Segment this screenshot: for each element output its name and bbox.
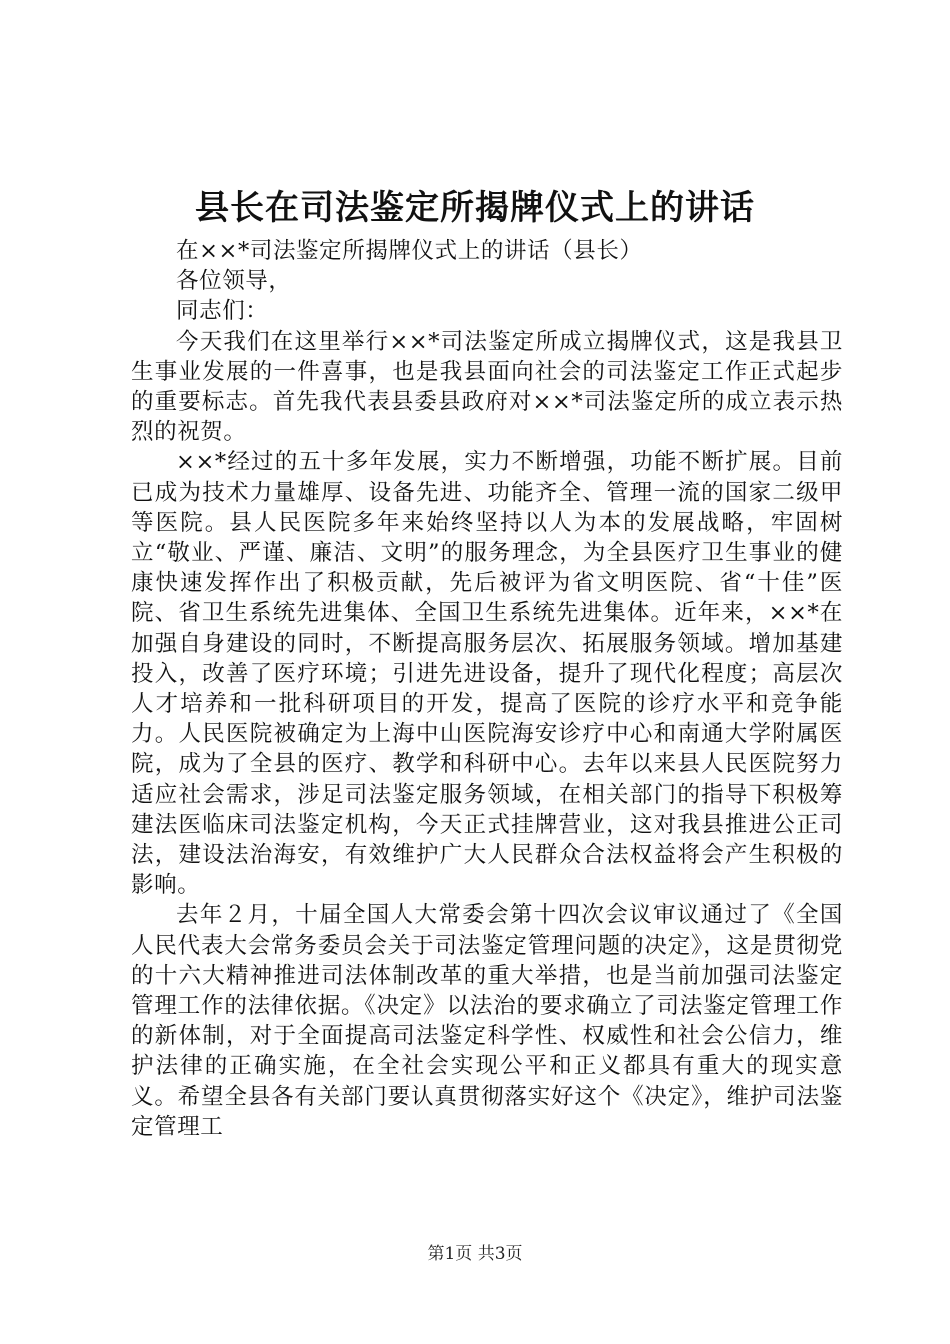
paragraph-opening: 今天我们在这里举行××*司法鉴定所成立揭牌仪式，这是我县卫生事业发展的一件喜事，也是我县面向社会的司法鉴定工作正式起步的重要标志。首先我代表县委县政府对××*司法鉴定所的成立表示热烈的祝贺。 — [131, 328, 843, 446]
document-title: 县长在司法鉴定所揭牌仪式上的讲话 — [195, 188, 755, 228]
paragraph-hospital-history: ××*经过的五十多年发展，实力不断增强，功能不断扩展。目前已成为技术力量雄厚、设备先进、功能齐全、管理一流的国家二级甲等医院。县人民医院多年来始终坚持以人为本的发展战略，牢固树立“敬业、严谨、廉洁、文明”的服务理念，为全县医疗卫生事业的健康快速发挥作出了积极贡献，先后被评为省文明医院、省“十佳”医院、省卫生系统先进集体、全国卫生系统先进集体。近年来，××*在加强自身建设的同时，不断提高服务层次、拓展服务领域。增加基建投入，改善了医疗环境；引进先进设备，提升了现代化程度；高层次人才培养和一批科研项目的开发，提高了医院的诊疗水平和竞争能力。人民医院被确定为上海中山医院海安诊疗中心和南通大学附属医院，成为了全县的医疗、教学和科研中心。去年以来县人民医院努力适应社会需求，涉足司法鉴定服务领域，在相关部门的指导下积极筹建法医临床司法鉴定机构，今天正式挂牌营业，这对我县推进公正司法，建设法治海安，有效维护广大人民群众合法权益将会产生积极的影响。 — [131, 449, 843, 899]
salutation-leaders: 各位领导， — [176, 268, 292, 295]
salutation-comrades: 同志们： — [176, 298, 269, 325]
document-body — [131, 236, 843, 1142]
subtitle-line: 在××*司法鉴定所揭牌仪式上的讲话（县长） — [176, 238, 643, 264]
paragraph-legal-decision: 去年２月，十届全国人大常委会第十四次会议审议通过了《全国人民代表大会常务委员会关于司法鉴定管理问题的决定》，这是贯彻党的十六大精神推进司法体制改革的重大举措，也是当前加强司法鉴定管理工作的法律依据。《决定》以法治的要求确立了司法鉴定管理工作的新体制，对于全面提高司法鉴定科学性、权威性和社会公信力，维护法律的正确实施，在全社会实现公平和正义都具有重大的现实意义。希望全县各有关部门要认真贯彻落实好这个《决定》，维护司法鉴定管理工 — [131, 902, 843, 1140]
page-number-footer: 第1页 共3页 — [427, 1244, 523, 1264]
